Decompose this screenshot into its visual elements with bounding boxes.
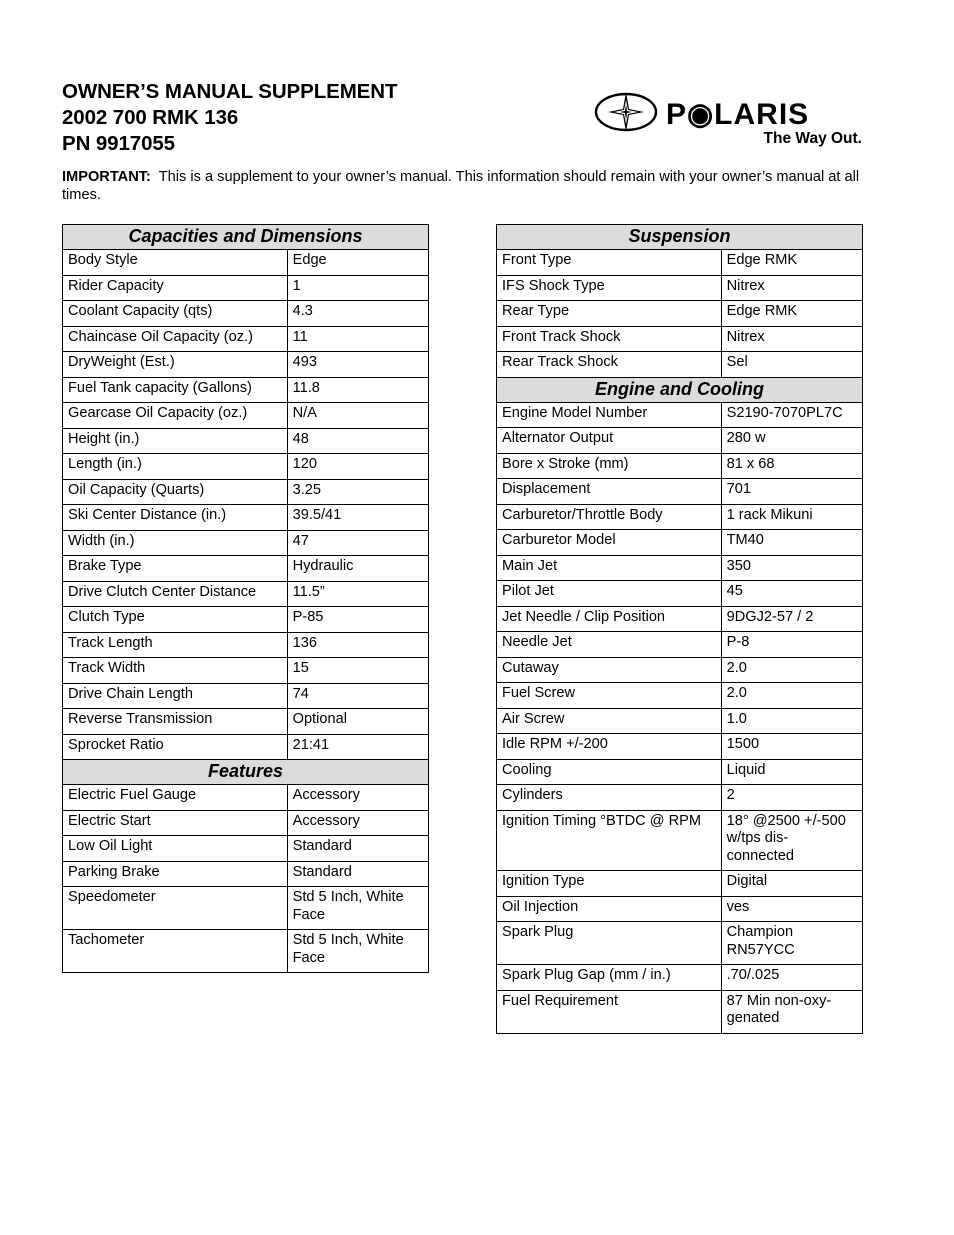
spec-value: 2.0 — [721, 657, 862, 683]
spec-value: 1.0 — [721, 708, 862, 734]
spec-label: Pilot Jet — [497, 581, 722, 607]
spec-value: 1500 — [721, 734, 862, 760]
table-row — [497, 632, 863, 658]
table-row — [63, 658, 429, 684]
spec-value: N/A — [287, 403, 428, 429]
spec-value: 120 — [287, 454, 428, 480]
table-row — [497, 708, 863, 734]
spec-value: Liquid — [721, 759, 862, 785]
intro-notice — [62, 168, 902, 204]
spec-value: 350 — [721, 555, 862, 581]
spec-label: Drive Chain Length — [63, 683, 288, 709]
spec-label: Low Oil Light — [63, 836, 288, 862]
section-header — [63, 760, 429, 785]
spec-value: 493 — [287, 352, 428, 378]
spec-label: Parking Brake — [63, 861, 288, 887]
spec-value: TM40 — [721, 530, 862, 556]
spec-value: 136 — [287, 632, 428, 658]
spec-label: Height (in.) — [63, 428, 288, 454]
section-title: Features — [63, 760, 429, 785]
spec-value: Edge — [287, 250, 428, 276]
table-row — [63, 836, 429, 862]
table-row — [63, 556, 429, 582]
spec-label: Spark Plug Gap (mm / in.) — [497, 965, 722, 991]
spec-label: Engine Model Number — [497, 402, 722, 428]
spec-label: Oil Injection — [497, 896, 722, 922]
section-title: Capacities and Dimensions — [63, 225, 429, 250]
spec-label: Track Width — [63, 658, 288, 684]
spec-value: 21:41 — [287, 734, 428, 760]
spec-label: Tachometer — [63, 930, 288, 973]
table-row — [497, 734, 863, 760]
table-row — [497, 896, 863, 922]
table-row — [497, 606, 863, 632]
table-row — [63, 810, 429, 836]
spec-label: Displacement — [497, 479, 722, 505]
spec-label: Coolant Capacity (qts) — [63, 301, 288, 327]
spec-label: Fuel Tank capacity (Gallons) — [63, 377, 288, 403]
document-title — [62, 79, 397, 157]
star-emblem-icon — [596, 92, 656, 132]
table-row — [497, 555, 863, 581]
section-header — [497, 225, 863, 250]
spec-value: 1 — [287, 275, 428, 301]
spec-value: 11.8 — [287, 377, 428, 403]
spec-label: Reverse Transmission — [63, 709, 288, 735]
spec-value: Champion RN57YCC — [721, 922, 862, 965]
table-row — [63, 581, 429, 607]
spec-label: Brake Type — [63, 556, 288, 582]
spec-value: 9DGJ2‑57 / 2 — [721, 606, 862, 632]
table-row — [63, 301, 429, 327]
logo-wordmark: P◉LARIS — [666, 98, 810, 131]
spec-value: Edge RMK — [721, 250, 862, 276]
spec-label: Bore x Stroke (mm) — [497, 453, 722, 479]
section-title: Engine and Cooling — [497, 377, 863, 402]
spec-label: IFS Shock Type — [497, 275, 722, 301]
spec-value: 701 — [721, 479, 862, 505]
spec-label: Alternator Output — [497, 428, 722, 454]
spec-value: Standard — [287, 836, 428, 862]
spec-value: 81 x 68 — [721, 453, 862, 479]
table-row — [63, 683, 429, 709]
section-title: Suspension — [497, 225, 863, 250]
table-row — [497, 810, 863, 871]
table-row — [497, 402, 863, 428]
spec-value: Standard — [287, 861, 428, 887]
spec-value: Std 5 Inch, White Face — [287, 930, 428, 973]
spec-label: Front Type — [497, 250, 722, 276]
table-row — [497, 479, 863, 505]
table-row — [497, 504, 863, 530]
spec-value: Digital — [721, 871, 862, 897]
table-row — [63, 785, 429, 811]
spec-label: Spark Plug — [497, 922, 722, 965]
section-header — [497, 377, 863, 402]
table-row — [497, 657, 863, 683]
table-row — [497, 301, 863, 327]
spec-value: Hydraulic — [287, 556, 428, 582]
spec-label: Rear Track Shock — [497, 352, 722, 378]
spec-label: Chaincase Oil Capacity (oz.) — [63, 326, 288, 352]
spec-label: Idle RPM +/‑200 — [497, 734, 722, 760]
spec-label: Rider Capacity — [63, 275, 288, 301]
table-row — [63, 861, 429, 887]
table-row — [63, 403, 429, 429]
table-row — [63, 352, 429, 378]
spec-value: 39.5/41 — [287, 505, 428, 531]
spec-value: 2 — [721, 785, 862, 811]
table-row — [497, 275, 863, 301]
spec-value: 45 — [721, 581, 862, 607]
table-row — [63, 530, 429, 556]
table-row — [497, 453, 863, 479]
table-row — [497, 785, 863, 811]
spec-value: Edge RMK — [721, 301, 862, 327]
spec-label: Sprocket Ratio — [63, 734, 288, 760]
spec-label: Track Length — [63, 632, 288, 658]
spec-label: Needle Jet — [497, 632, 722, 658]
spec-value: P‑85 — [287, 607, 428, 633]
suspension-engine-table — [496, 224, 863, 1034]
table-row — [497, 759, 863, 785]
spec-value: Optional — [287, 709, 428, 735]
spec-label: Ski Center Distance (in.) — [63, 505, 288, 531]
spec-value: 74 — [287, 683, 428, 709]
spec-label: Rear Type — [497, 301, 722, 327]
spec-label: Oil Capacity (Quarts) — [63, 479, 288, 505]
table-row — [63, 887, 429, 930]
spec-label: Ignition Type — [497, 871, 722, 897]
table-row — [63, 607, 429, 633]
table-row — [497, 428, 863, 454]
spec-value: 1 rack Mikuni — [721, 504, 862, 530]
spec-label: Body Style — [63, 250, 288, 276]
important-label: IMPORTANT: — [62, 169, 151, 185]
polaris-logo — [594, 91, 864, 147]
spec-label: Ignition Timing °BTDC @ RPM — [497, 810, 722, 871]
table-row — [497, 990, 863, 1033]
spec-label: Speedometer — [63, 887, 288, 930]
spec-value: Nitrex — [721, 326, 862, 352]
table-row — [497, 326, 863, 352]
spec-value: 18° @2500 +/‑500 w/tps dis‑ connected — [721, 810, 862, 871]
table-row — [63, 709, 429, 735]
spec-value: Accessory — [287, 810, 428, 836]
spec-label: Cutaway — [497, 657, 722, 683]
table-row — [497, 683, 863, 709]
spec-label: Carburetor Model — [497, 530, 722, 556]
table-row — [63, 454, 429, 480]
spec-label: Gearcase Oil Capacity (oz.) — [63, 403, 288, 429]
table-row — [63, 479, 429, 505]
intro-text: This is a supplement to your owner’s manual. This information should remain with your owner’s manual at all times. — [62, 169, 860, 203]
spec-label: Clutch Type — [63, 607, 288, 633]
spec-value: 47 — [287, 530, 428, 556]
part-number-line: PN 9917055 — [62, 132, 175, 155]
spec-label: Width (in.) — [63, 530, 288, 556]
table-row — [63, 428, 429, 454]
table-row — [63, 632, 429, 658]
spec-value: P‑8 — [721, 632, 862, 658]
table-row — [63, 250, 429, 276]
spec-value: .70/.025 — [721, 965, 862, 991]
model-line: 2002 700 RMK 136 — [62, 106, 239, 129]
table-row — [497, 581, 863, 607]
spec-value: 87 Min non‑oxy‑ genated — [721, 990, 862, 1033]
table-row — [63, 505, 429, 531]
spec-label: Electric Fuel Gauge — [63, 785, 288, 811]
table-row — [63, 930, 429, 973]
spec-value: S2190‑7070PL7C — [721, 402, 862, 428]
spec-label: Air Screw — [497, 708, 722, 734]
spec-label: Length (in.) — [63, 454, 288, 480]
spec-value: 3.25 — [287, 479, 428, 505]
section-header — [63, 225, 429, 250]
capacities-features-table — [62, 224, 429, 973]
table-row — [497, 352, 863, 378]
spec-label: Drive Clutch Center Distance — [63, 581, 288, 607]
table-row — [497, 922, 863, 965]
table-row — [63, 377, 429, 403]
spec-label: Fuel Screw — [497, 683, 722, 709]
spec-value: ves — [721, 896, 862, 922]
spec-label: Front Track Shock — [497, 326, 722, 352]
spec-value: 280 w — [721, 428, 862, 454]
spec-value: Accessory — [287, 785, 428, 811]
spec-value: 11 — [287, 326, 428, 352]
spec-label: DryWeight (Est.) — [63, 352, 288, 378]
spec-value: 15 — [287, 658, 428, 684]
spec-value: Sel — [721, 352, 862, 378]
table-row — [497, 530, 863, 556]
logo-tagline: The Way Out. — [763, 130, 862, 147]
table-row — [497, 250, 863, 276]
table-row — [63, 275, 429, 301]
spec-value: 48 — [287, 428, 428, 454]
table-row — [63, 734, 429, 760]
spec-label: Carburetor/Throttle Body — [497, 504, 722, 530]
spec-label: Jet Needle / Clip Position — [497, 606, 722, 632]
spec-value: Nitrex — [721, 275, 862, 301]
spec-label: Fuel Requirement — [497, 990, 722, 1033]
spec-value: 4.3 — [287, 301, 428, 327]
spec-label: Cooling — [497, 759, 722, 785]
spec-label: Cylinders — [497, 785, 722, 811]
table-row — [63, 326, 429, 352]
table-row — [497, 871, 863, 897]
spec-value: Std 5 Inch, White Face — [287, 887, 428, 930]
spec-label: Main Jet — [497, 555, 722, 581]
spec-value: 2.0 — [721, 683, 862, 709]
table-row — [497, 965, 863, 991]
title-line: OWNER’S MANUAL SUPPLEMENT — [62, 80, 398, 103]
spec-value: 11.5” — [287, 581, 428, 607]
spec-label: Electric Start — [63, 810, 288, 836]
